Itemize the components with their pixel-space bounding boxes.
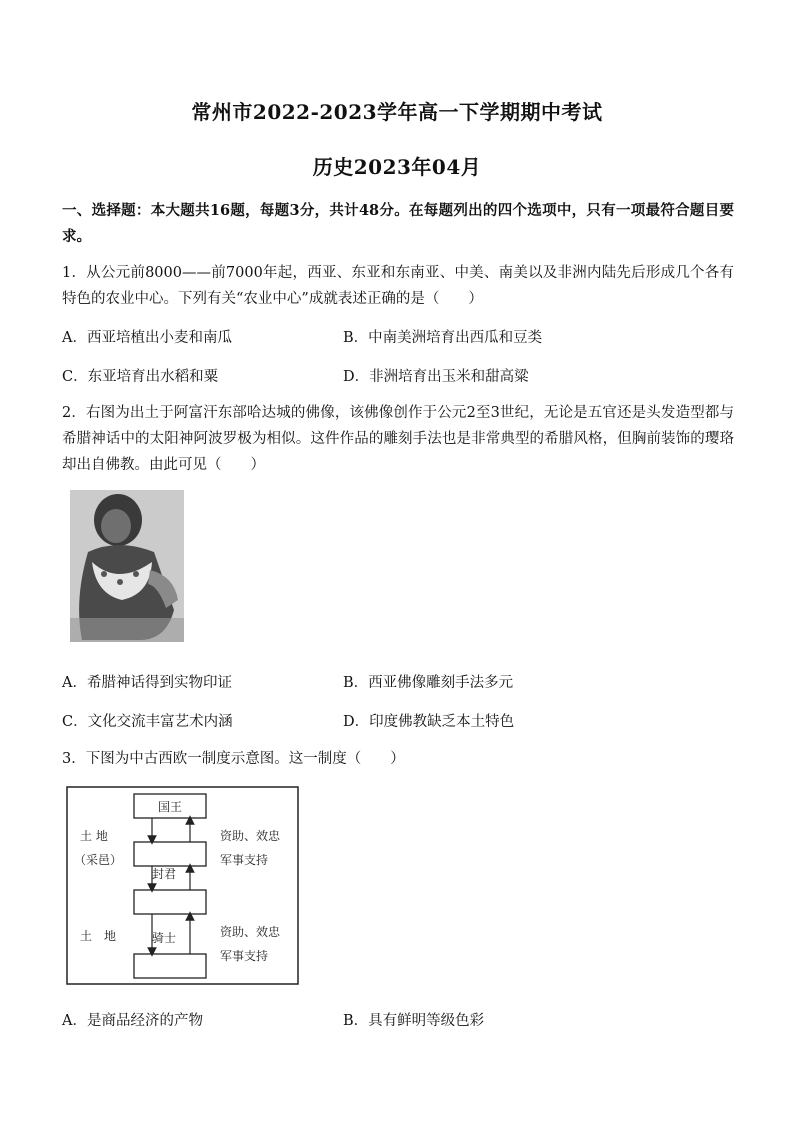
q1-option-a: A．西亚培植出小麦和南瓜 [62,330,232,346]
exam-title: 常州市2022-2023学年高一下学期期中考试 [191,100,603,124]
question-3-stem: 3．下图为中古西欧一制度示意图。这一制度（ ） [62,751,405,767]
question-2-stem: 2．右图为出土于阿富汗东部哈达城的佛像，该佛像创作于公元2至3世纪，无论是五官还是头发造型都与希腊神话中的太阳神阿波罗极为相似。这件作品的雕刻手法也是非常典型的希腊风格，但胸前装饰的璎珞却出自佛教。由此可见（ ） [62,405,734,473]
q2-option-b: B．西亚佛像雕刻手法多元 [343,675,514,691]
peasant-box [134,954,206,978]
q2-option-d: D．印度佛教缺乏本土特色 [343,714,515,730]
knight-box [134,890,206,914]
q2-option-c: C．文化交流丰富艺术内涵 [62,714,233,730]
knight-label: 骑士 [152,931,177,945]
support-label-1b: 军事支持 [220,853,269,867]
fief-label: （采邑） [74,853,123,867]
support-label-1a: 资助、效忠 [220,829,281,843]
buddha-statue-photo [70,490,184,642]
q2-option-a: A．希腊神话得到实物印证 [62,675,232,691]
lord-label: 封君 [152,867,177,881]
lord-box [134,842,206,866]
land-label-2: 土 地 [80,929,117,943]
section-heading: 一、选择题：本大题共16题，每题3分，共计48分。在每题列出的四个选项中，只有一项最符合题目要求。 [62,202,734,245]
land-label-1: 土 地 [80,829,108,843]
exam-subtitle: 历史2023年04月 [312,155,482,179]
question-1-stem: 1．从公元前8000——前7000年起，西亚、东亚和东南亚、中美、南美以及非洲内陆先后形成几个各有特色的农业中心。下列有关“农业中心”成就表述正确的是（ ） [62,265,734,307]
q1-option-d: D．非洲培育出玉米和甜高粱 [343,369,529,385]
q1-option-b: B．中南美洲培育出西瓜和豆类 [343,330,543,346]
feudal-system-diagram [66,786,300,986]
support-label-2a: 资助、效忠 [220,925,281,939]
q3-option-b: B．具有鲜明等级色彩 [343,1013,485,1029]
q1-option-c: C．东亚培育出水稻和粟 [62,369,219,385]
q3-option-a: A．是商品经济的产物 [62,1013,203,1029]
support-label-2b: 军事支持 [220,949,269,963]
king-label: 国王 [157,800,183,814]
